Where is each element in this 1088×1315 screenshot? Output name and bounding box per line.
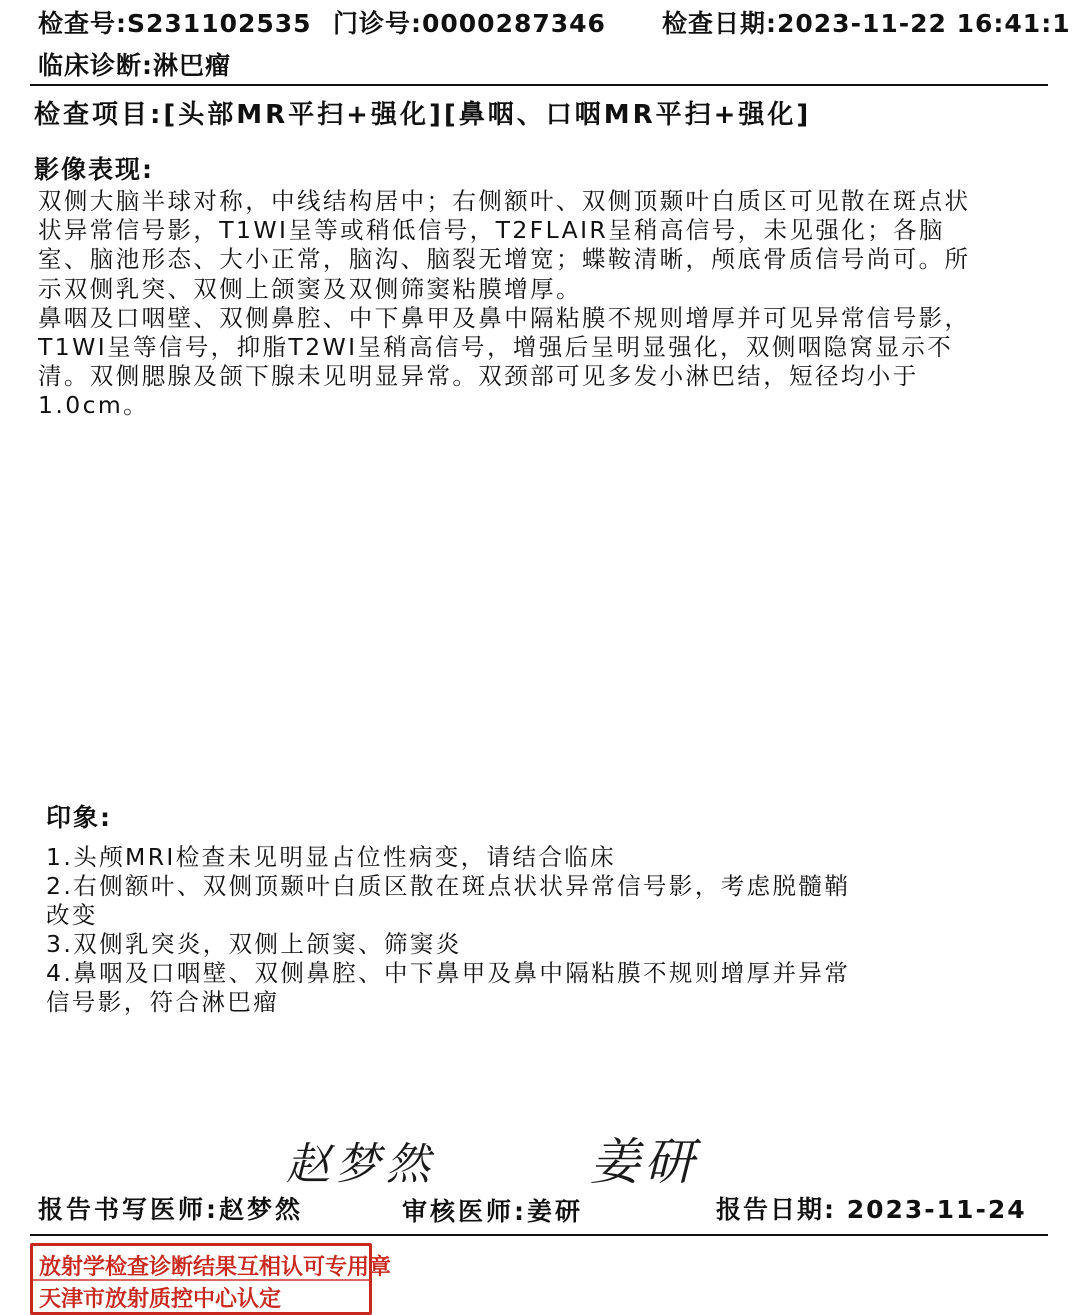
impression-item: 1.头颅MRI检查未见明显占位性病变，请结合临床 xyxy=(46,843,617,871)
impression-item: 4.鼻咽及口咽壁、双侧鼻腔、中下鼻甲及鼻中隔粘膜不规则增厚并异常 xyxy=(46,959,851,987)
stamp-divider xyxy=(33,1279,369,1281)
impression-title: 印象: xyxy=(46,803,112,832)
findings-body xyxy=(38,187,972,421)
clinical-diagnosis: 临床诊断:淋巴瘤 xyxy=(38,51,231,80)
reviewer-handwritten-signature: 姜研 xyxy=(590,1133,698,1191)
writer-handwritten-signature: 赵梦然 xyxy=(286,1139,436,1190)
exam-date: 检查日期:2023-11-22 16:41:1 xyxy=(662,9,1071,38)
impression-item: 2.右侧额叶、双侧顶颞叶白质区散在斑点状状异常信号影，考虑脱髓鞘 xyxy=(46,872,851,900)
findings-title: 影像表现: xyxy=(34,155,154,184)
impression-item: 信号影，符合淋巴瘤 xyxy=(46,988,280,1016)
report-writer: 报告书写医师:赵梦然 xyxy=(38,1195,303,1224)
stamp-line-2: 天津市放射质控中心认定 xyxy=(39,1286,282,1312)
exam-number: 检查号:S231102535 xyxy=(38,9,312,38)
findings-paragraph: 鼻咽及口咽壁、双侧鼻腔、中下鼻甲及鼻中隔粘膜不规则增厚并可见异常信号影，T1WI呈等信号，抑脂T2WI呈稍高信号，增强后呈明显强化，双侧咽隐窝显示不清。双侧腮腺及颌下腺未见明显异常。双颈部可见多发小淋巴结，短径均小于1.0cm。 xyxy=(38,303,971,420)
findings-paragraph: 双侧大脑半球对称，中线结构居中；右侧额叶、双侧顶颞叶白质区可见散在斑点状状异常信号影，T1WI呈等或稍低信号，T2FLAIR呈稍高信号，未见强化；各脑室、脑池形态、大小正常，脑沟、脑裂无增宽；蝶鞍清晰，颅底骨质信号尚可。所示双侧乳突、双侧上颌窦及双侧筛窦粘膜增厚。 xyxy=(38,187,971,303)
impression-item: 改变 xyxy=(46,901,98,929)
report-reviewer: 审核医师:姜研 xyxy=(402,1197,583,1226)
impression-item: 3.双侧乳突炎，双侧上颌窦、筛窦炎 xyxy=(46,930,462,958)
clinic-number: 门诊号:0000287346 xyxy=(333,9,606,38)
stamp-line-1: 放射学检查诊断结果互相认可专用章 xyxy=(39,1254,392,1280)
report-date: 报告日期: 2023-11-24 xyxy=(716,1195,1027,1224)
footer-divider xyxy=(30,1234,1048,1236)
exam-items: 检查项目:[头部MR平扫+强化][鼻咽、口咽MR平扫+强化] xyxy=(34,100,812,130)
header-divider xyxy=(30,84,1048,86)
certification-stamp xyxy=(30,1243,392,1315)
